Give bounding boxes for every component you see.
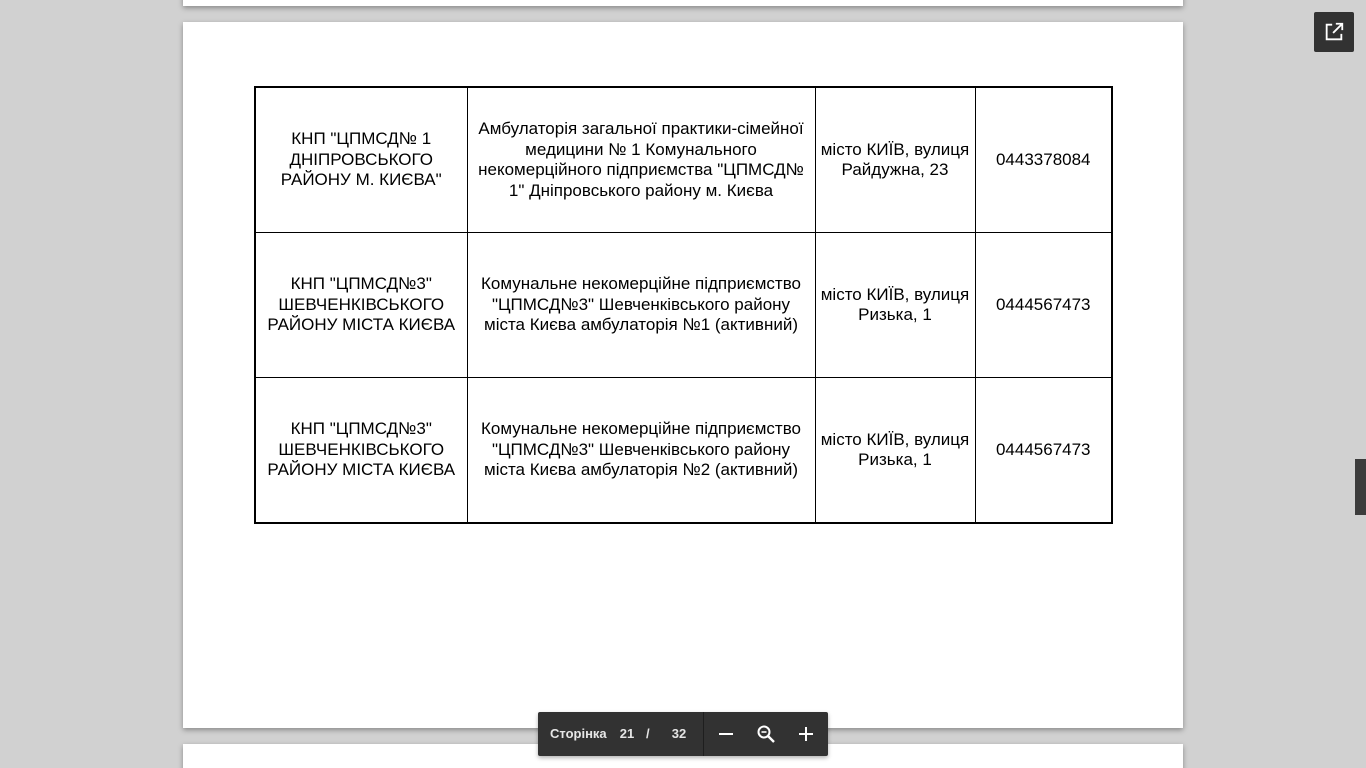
page-toolbar (538, 712, 828, 756)
organization-cell: КНП "ЦПМСД№3" ШЕВЧЕНКІВСЬКОГО РАЙОНУ МІСТА КИЄВА (255, 378, 467, 524)
organization-cell: КНП "ЦПМСД№3" ШЕВЧЕНКІВСЬКОГО РАЙОНУ МІСТА КИЄВА (255, 233, 467, 378)
plus-icon (797, 725, 815, 743)
minus-icon (717, 725, 735, 743)
scrollbar-thumb[interactable] (1355, 459, 1366, 515)
zoom-out-button[interactable] (711, 719, 741, 749)
phone-cell: 0443378084 (975, 87, 1112, 233)
zoom-fit-button[interactable] (751, 719, 781, 749)
current-page (183, 22, 1183, 728)
open-in-new-icon (1323, 21, 1345, 43)
current-page-input[interactable]: 21 (619, 726, 635, 741)
organization-cell: КНП "ЦПМСД№ 1 ДНІПРОВСЬКОГО РАЙОНУ М. КИЄВА" (255, 87, 467, 233)
phone-cell: 0444567473 (975, 233, 1112, 378)
address-cell: місто КИЇВ, вулиця Райдужна, 23 (815, 87, 975, 233)
phone-cell: 0444567473 (975, 378, 1112, 524)
address-cell: місто КИЇВ, вулиця Ризька, 1 (815, 378, 975, 524)
facility-cell: Комунальне некомерційне підприємство "ЦПМСД№3" Шевченківського району міста Києва амбулаторія №2 (активний) (467, 378, 815, 524)
page-label: Сторінка (550, 726, 607, 741)
table-row (255, 233, 1112, 378)
toolbar-divider (703, 712, 704, 756)
zoom-in-button[interactable] (791, 719, 821, 749)
previous-page (183, 0, 1183, 6)
scrollbar-track[interactable] (1354, 0, 1366, 768)
address-cell: місто КИЇВ, вулиця Ризька, 1 (815, 233, 975, 378)
facilities-table (254, 86, 1113, 524)
facility-cell: Комунальне некомерційне підприємство "ЦПМСД№3" Шевченківського району міста Києва амбулаторія №1 (активний) (467, 233, 815, 378)
total-pages: 32 (671, 726, 687, 741)
facility-cell: Амбулаторія загальної практики-сімейної медицини № 1 Комунального некомерційного підприємства "ЦПМСД№ 1" Дніпровського району м. Києва (467, 87, 815, 233)
popout-button[interactable] (1314, 12, 1354, 52)
page-separator: / (646, 726, 650, 741)
magnifier-minus-icon (756, 724, 776, 744)
table-row (255, 378, 1112, 524)
table-row (255, 87, 1112, 233)
